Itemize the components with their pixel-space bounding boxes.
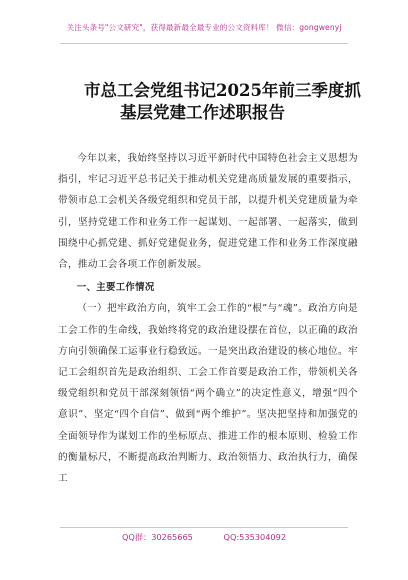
paragraph-1: （一）把牢政治方向，筑牢工会工作的“根”与“魂”。政治方向是工会工作的生命线，我始终将党的政治建设摆在首位，以正确的政治方向引领确保工运事业行稳致远。一是突出政治建设的核心地位。牢记工会组织首先是政治组织、工会工作首要是政治工作，带领机关各级党组织和党员干部深刻领悟“两个确立”的决定性意义，增强“四个意识”、坚定“四个自信”、做到“两个维护”。坚决把坚持和加强党的全面领导作为谋划工作的坐标原点、推进工作的根本原则、检验工作的衡量标尺，不断提高政治判断力、政治领悟力、政治执行力，确保工 bbox=[58, 303, 358, 485]
footer-contact bbox=[0, 532, 408, 543]
footer-qq-group: QQ群：30265665 bbox=[121, 532, 193, 542]
header-divider bbox=[60, 43, 348, 44]
section-heading-1: 一、主要工作情况 bbox=[76, 282, 155, 294]
footer-qq: QQ:535304092 bbox=[223, 532, 287, 542]
title-line-1: 市总工会党组书记2025年前三季度抓 bbox=[84, 81, 361, 100]
footer-divider bbox=[60, 527, 348, 528]
header-promo-note: 关注头条号"公文研究"，获得最新最全最专业的公文资料库！ 微信：gongwenyj bbox=[66, 23, 342, 32]
document-body bbox=[58, 148, 358, 489]
intro-paragraph: 今年以来，我始终坚持以习近平新时代中国特色社会主义思想为指引，牢记习近平总书记关于推动机关党建高质量发展的重要指示，带领市总工会机关各级党组织和党员干部，以提升机关党建质量为牵引，坚持党建工作和业务工作一起谋划、一起部署、一起落实，做到围绕中心抓党建、抓好党建促业务，促进党建工作和业务工作深度融合，推动工会各项工作创新发展。 bbox=[58, 153, 358, 271]
document-title bbox=[84, 80, 374, 124]
title-line-2: 基层党建工作述职报告 bbox=[120, 103, 285, 122]
